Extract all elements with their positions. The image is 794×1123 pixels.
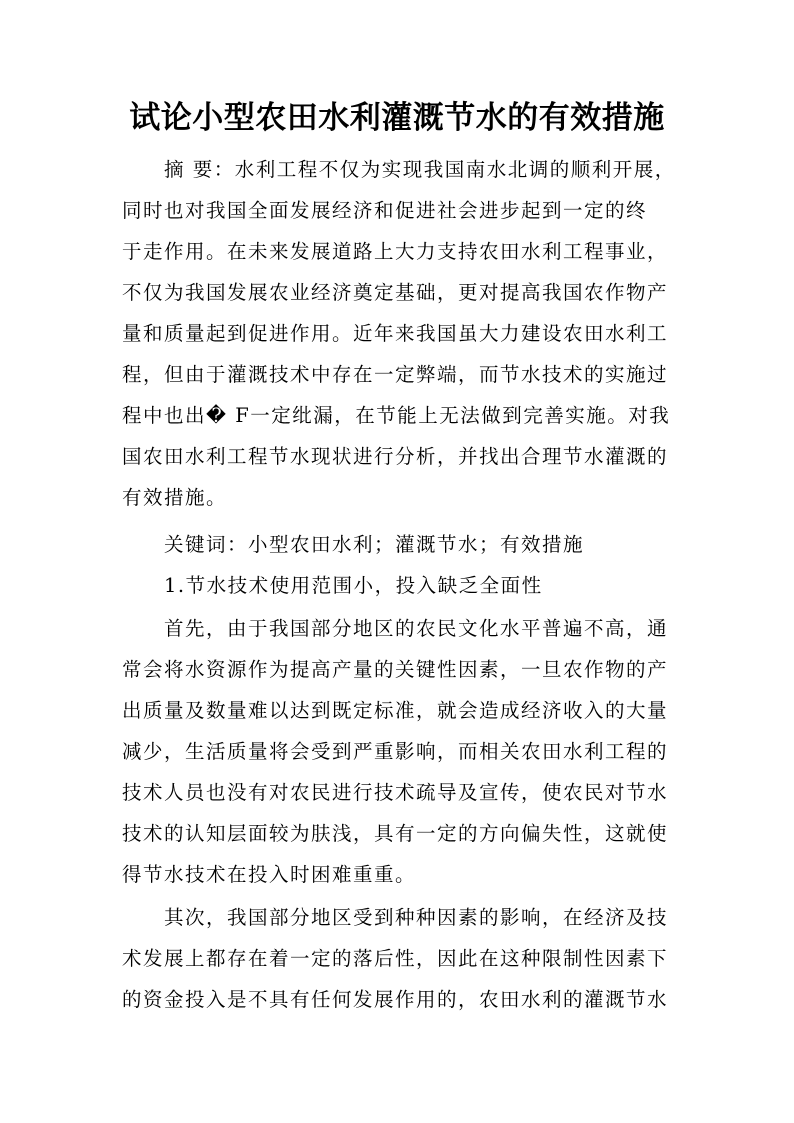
abstract-line: 有效措施。 [122, 486, 228, 509]
abstract-line: 于走作用。在未来发展道路上大力支持农田水利工程事业， [122, 240, 669, 263]
abstract-line: 量和质量起到促进作用。近年来我国虽大力建设农田水利工 [122, 322, 669, 345]
paragraph-line: 技术的认知层面较为肤浅，具有一定的方向偏失性，这就使 [122, 822, 669, 845]
keywords-line: 关键词：小型农田水利；灌溉节水；有效措施 [164, 533, 585, 556]
paragraph-line: 常会将水资源作为提高产量的关键性因素，一旦农作物的产 [122, 658, 669, 681]
abstract-line: 程中也出� F一定纰漏，在节能上无法做到完善实施。对我 [122, 404, 671, 427]
abstract-line: 国农田水利工程节水现状进行分析，并找出合理节水灌溉的 [122, 445, 669, 468]
paragraph-line: 的资金投入是不具有任何发展作用的，农田水利的灌溉节水 [122, 988, 669, 1011]
abstract-line: 同时也对我国全面发展经济和促进社会进步起到一定的终 [122, 199, 648, 222]
paragraph-line: 首先，由于我国部分地区的农民文化水平普遍不高，通 [164, 617, 669, 640]
abstract-line: 不仅为我国发展农业经济奠定基础，更对提高我国农作物产 [122, 281, 669, 304]
paragraph-line: 其次，我国部分地区受到种种因素的影响，在经济及技 [164, 906, 669, 929]
section-heading: 1.节水技术使用范围小，投入缺乏全面性 [164, 574, 543, 597]
paragraph-line: 减少，生活质量将会受到严重影响，而相关农田水利工程的 [122, 740, 669, 763]
paragraph-line: 出质量及数量难以达到既定标准，就会造成经济收入的大量 [122, 699, 669, 722]
paragraph-line: 技术人员也没有对农民进行技术疏导及宣传，使农民对节水 [122, 781, 669, 804]
paragraph-line: 术发展上都存在着一定的落后性，因此在这种限制性因素下 [122, 947, 669, 970]
document-title: 试论小型农田水利灌溉节水的有效措施 [129, 100, 665, 136]
paragraph-line: 得节水技术在投入时困难重重。 [122, 863, 417, 886]
abstract-line: 程，但由于灌溉技术中存在一定弊端，而节水技术的实施过 [122, 363, 669, 386]
abstract-line: 摘 要：水利工程不仅为实现我国南水北调的顺利开展， [164, 158, 676, 181]
